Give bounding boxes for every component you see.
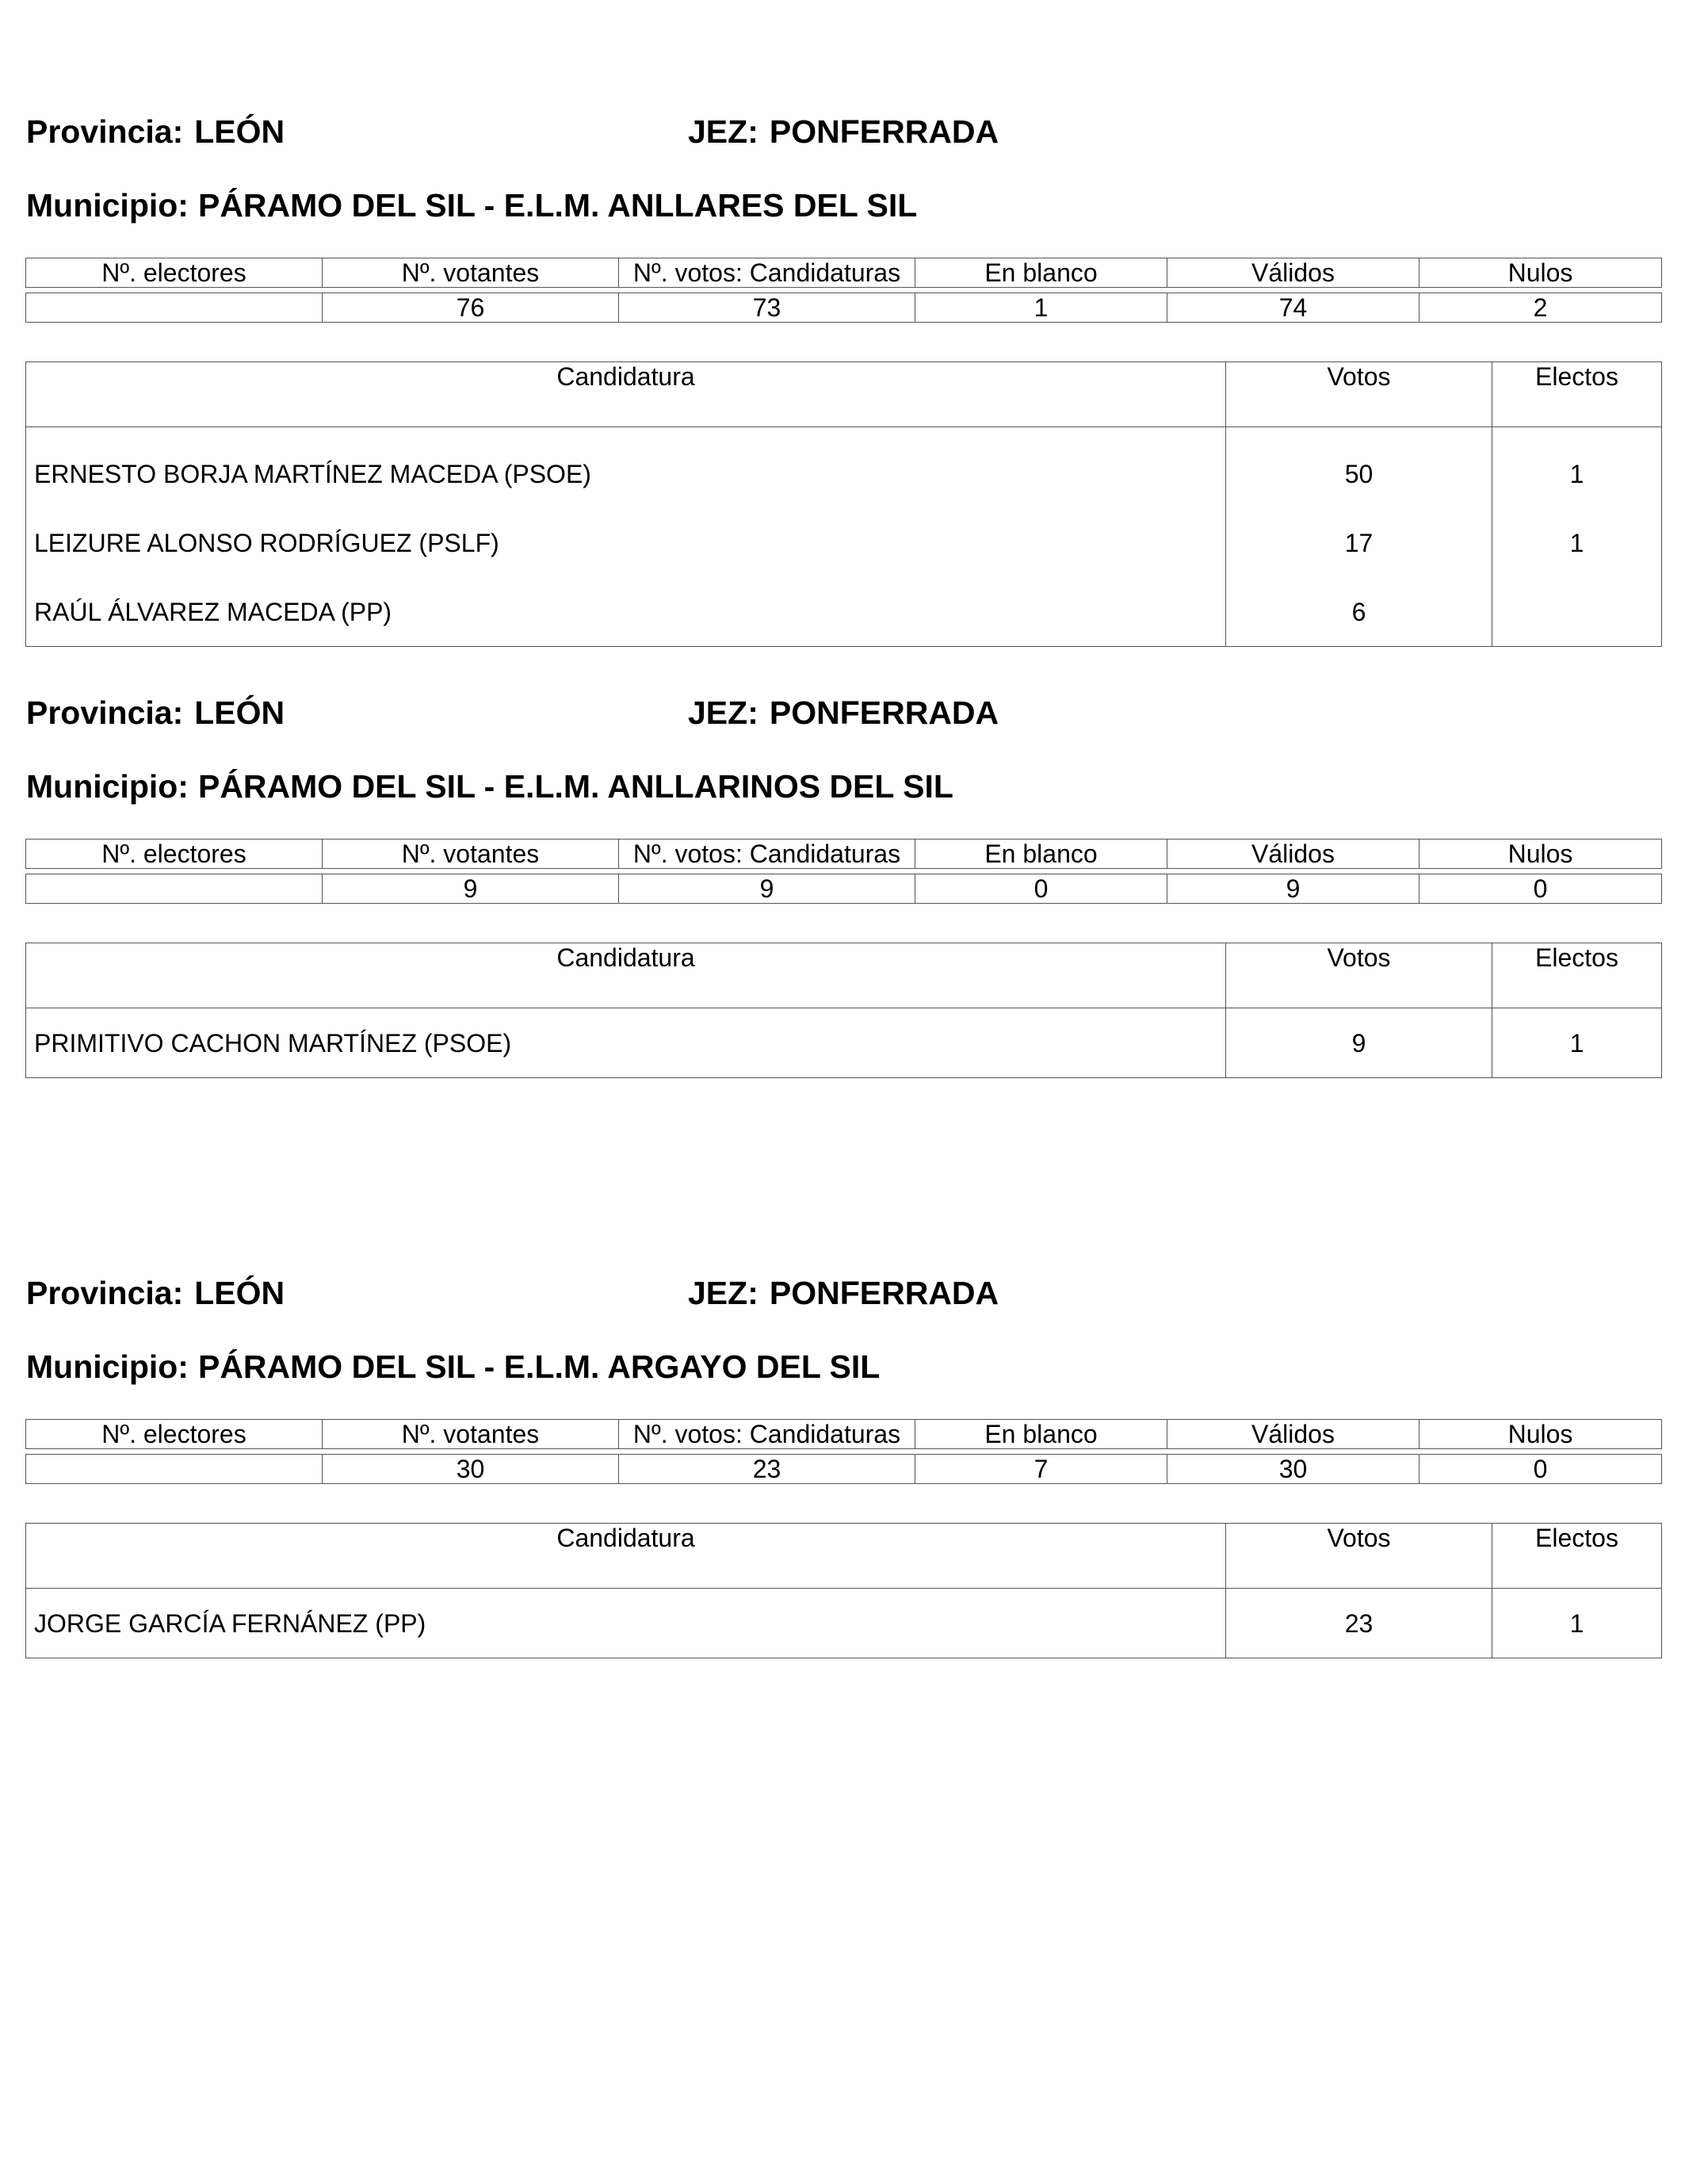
provincia-label: Provincia: [26, 694, 184, 731]
stats-value-cell: 9 [1167, 874, 1419, 904]
electos-header: Electos [1492, 1524, 1662, 1589]
candidatura-header: Candidatura [26, 943, 1226, 1008]
stats-header-cell: Nº. votos: Candidaturas [619, 258, 915, 288]
stats-value-cell: 9 [323, 874, 619, 904]
stats-header-cell: Válidos [1167, 258, 1419, 288]
candidates-header-row [26, 1524, 1662, 1589]
stats-value-cell [26, 1455, 323, 1484]
stats-header-cell: Nº. votantes [323, 258, 619, 288]
stats-table [25, 1419, 1662, 1484]
stats-value-cell: 2 [1419, 293, 1662, 323]
candidate-row [26, 427, 1662, 509]
stats-header-cell: Nulos [1419, 840, 1662, 869]
stats-header-cell: Nulos [1419, 1420, 1662, 1449]
candidate-votos: 23 [1226, 1589, 1492, 1658]
municipio-value: PÁRAMO DEL SIL - E.L.M. ANLLARINOS DEL SIL [197, 768, 953, 805]
provincia-value: LEÓN [194, 1275, 285, 1311]
candidate-name: LEIZURE ALONSO RODRÍGUEZ (PSLF) [26, 508, 1226, 577]
stats-header-cell: Nº. votos: Candidaturas [619, 840, 915, 869]
electos-header: Electos [1492, 362, 1662, 427]
stats-header-row [26, 840, 1662, 869]
stats-header-cell: En blanco [915, 1420, 1167, 1449]
candidate-name: JORGE GARCÍA FERNÁNEZ (PP) [26, 1589, 1226, 1658]
candidates-header-row [26, 943, 1662, 1008]
stats-value-row [26, 1455, 1662, 1484]
candidate-name: PRIMITIVO CACHON MARTÍNEZ (PSOE) [26, 1008, 1226, 1078]
provincia-label: Provincia: [26, 1275, 184, 1311]
stats-table [25, 258, 1662, 323]
candidate-electos: 1 [1569, 459, 1584, 488]
stats-value-cell: 30 [323, 1455, 619, 1484]
stats-value-cell: 30 [1167, 1455, 1419, 1484]
provincia-line [26, 694, 285, 732]
jez-line [688, 694, 999, 732]
stats-value-cell: 7 [915, 1455, 1167, 1484]
votos-header: Votos [1226, 362, 1492, 427]
candidates-table [25, 361, 1662, 647]
stats-header-cell: Nº. votos: Candidaturas [619, 1420, 915, 1449]
candidates-header-row [26, 362, 1662, 427]
jez-label: JEZ: [688, 694, 758, 731]
stats-value-cell [26, 874, 323, 904]
municipio-value: PÁRAMO DEL SIL - E.L.M. ARGAYO DEL SIL [197, 1348, 881, 1385]
stats-value-cell: 9 [619, 874, 915, 904]
jez-value: PONFERRADA [769, 113, 999, 150]
stats-value-cell [26, 293, 323, 323]
stats-value-row [26, 874, 1662, 904]
municipio-label: Municipio: [26, 768, 189, 805]
stats-header-cell: Nº. electores [26, 840, 323, 869]
votos-header: Votos [1226, 943, 1492, 1008]
stats-header-cell: Válidos [1167, 840, 1419, 869]
stats-header-cell: Nº. votantes [323, 840, 619, 869]
candidate-votos: 6 [1226, 577, 1492, 647]
jez-line [688, 1275, 999, 1312]
stats-header-cell: En blanco [915, 840, 1167, 869]
stats-value-cell: 73 [619, 293, 915, 323]
stats-header-cell: Nulos [1419, 258, 1662, 288]
candidate-row [26, 1589, 1662, 1658]
municipio-line [26, 187, 917, 224]
candidate-electos [1492, 577, 1662, 647]
jez-line [688, 113, 999, 151]
stats-header-row [26, 1420, 1662, 1449]
jez-label: JEZ: [688, 1275, 758, 1311]
candidate-row [26, 1008, 1662, 1078]
municipio-label: Municipio: [26, 187, 189, 224]
stats-value-row [26, 293, 1662, 323]
votos-header: Votos [1226, 1524, 1492, 1589]
municipio-value: PÁRAMO DEL SIL - E.L.M. ANLLARES DEL SIL [197, 187, 918, 224]
stats-value-cell: 76 [323, 293, 619, 323]
candidate-electos: 1 [1569, 1028, 1584, 1058]
stats-header-cell: En blanco [915, 258, 1167, 288]
stats-value-cell: 0 [1419, 874, 1662, 904]
provincia-value: LEÓN [194, 113, 285, 150]
candidate-name: ERNESTO BORJA MARTÍNEZ MACEDA (PSOE) [26, 427, 1226, 509]
candidate-row [26, 508, 1662, 577]
candidate-votos: 17 [1226, 508, 1492, 577]
jez-value: PONFERRADA [769, 1275, 999, 1311]
candidate-electos: 1 [1569, 1608, 1584, 1638]
municipio-label: Municipio: [26, 1348, 189, 1385]
candidate-votos: 50 [1226, 427, 1492, 509]
stats-header-row [26, 258, 1662, 288]
candidates-table [25, 943, 1662, 1078]
stats-value-cell: 23 [619, 1455, 915, 1484]
stats-value-cell: 1 [915, 293, 1167, 323]
provincia-label: Provincia: [26, 113, 184, 150]
candidatura-header: Candidatura [26, 362, 1226, 427]
provincia-line [26, 113, 285, 151]
stats-header-cell: Nº. electores [26, 258, 323, 288]
candidate-votos: 9 [1226, 1008, 1492, 1078]
stats-table [25, 839, 1662, 904]
stats-header-cell: Nº. electores [26, 1420, 323, 1449]
stats-value-cell: 0 [1419, 1455, 1662, 1484]
candidate-electos: 1 [1569, 528, 1584, 557]
stats-value-cell: 0 [915, 874, 1167, 904]
provincia-line [26, 1275, 285, 1312]
candidates-table [25, 1523, 1662, 1658]
candidatura-header: Candidatura [26, 1524, 1226, 1589]
stats-value-cell: 74 [1167, 293, 1419, 323]
candidate-name: RAÚL ÁLVAREZ MACEDA (PP) [26, 577, 1226, 647]
stats-header-cell: Nº. votantes [323, 1420, 619, 1449]
provincia-value: LEÓN [194, 694, 285, 731]
electos-header: Electos [1492, 943, 1662, 1008]
municipio-line [26, 768, 953, 805]
jez-value: PONFERRADA [769, 694, 999, 731]
candidate-row [26, 577, 1662, 647]
jez-label: JEZ: [688, 113, 758, 150]
municipio-line [26, 1348, 880, 1386]
stats-header-cell: Válidos [1167, 1420, 1419, 1449]
